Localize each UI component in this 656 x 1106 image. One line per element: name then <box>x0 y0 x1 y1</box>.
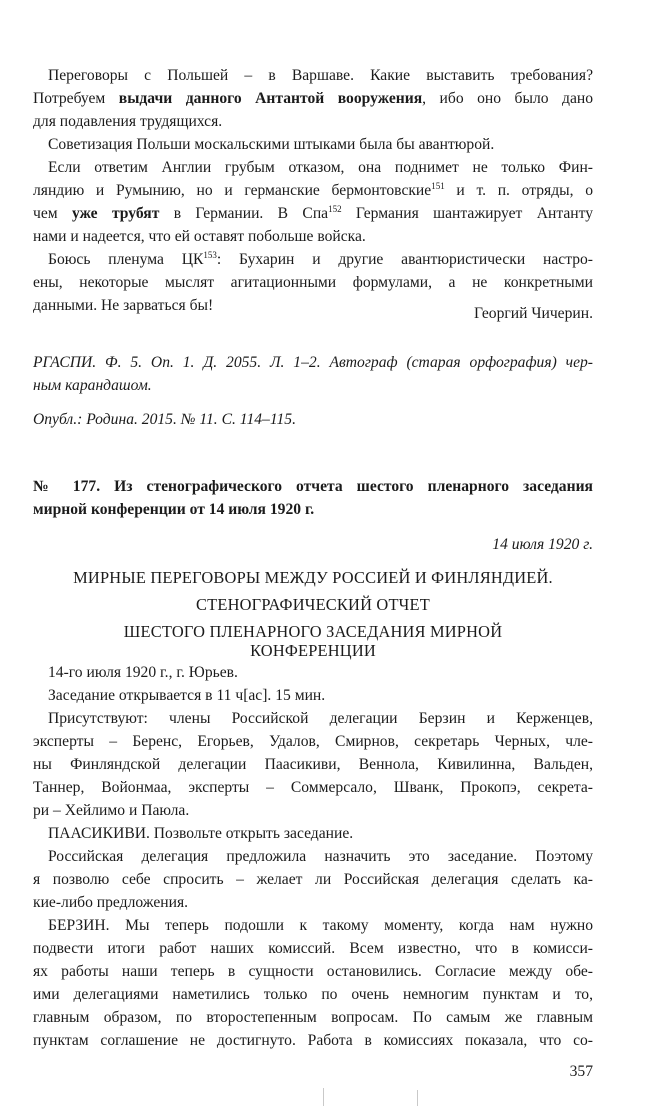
document-heading: № 177. Из стенографического отчета шестого пленарного заседания <box>33 478 593 495</box>
letter-line: Потребуем выдачи данного Антантой вооружения, ибо оно было дано <box>33 90 594 107</box>
body-line: ими делегациями наметились только по очень немногим пунктам и то, <box>33 986 593 1003</box>
publication-ref: Опубл.: Родина. 2015. № 11. С. 114–115. <box>33 411 296 428</box>
body-line: Заседание открывается в 11 ч[ас]. 15 мин. <box>48 687 326 704</box>
letter-line: ляндию и Румынию, но и германские бермонтовские$^{151}$ и т. п. отряды, о <box>33 181 593 199</box>
body-line: Таннер, Войонмаа, эксперты – Соммерсало, Шванк, Прокопэ, секрета- <box>33 779 593 796</box>
body-line: ны Финляндской делегации Паасикиви, Веннола, Кивилинна, Вальден, <box>33 756 593 773</box>
report-title: КОНФЕРЕНЦИИ <box>250 641 376 660</box>
body-line: Российская делегация предложила назначить это заседание. Поэтому <box>48 848 593 865</box>
report-title: СТЕНОГРАФИЧЕСКИЙ ОТЧЕТ <box>196 595 430 614</box>
report-title: МИРНЫЕ ПЕРЕГОВОРЫ МЕЖДУ РОССИЕЙ И ФИНЛЯНДИЕЙ. <box>73 568 553 587</box>
letter-line: Боюсь пленума ЦК$^{153}$: Бухарин и другие авантюристически настро- <box>48 250 593 268</box>
document-heading: мирной конференции от 14 июля 1920 г. <box>33 501 315 518</box>
body-line: эксперты – Беренс, Егорьев, Удалов, Смирнов, секретарь Черных, чле- <box>33 733 593 750</box>
letter-line: данными. Не зарваться бы! <box>33 297 214 314</box>
document-date: 14 июля 1920 г. <box>492 536 593 553</box>
bold-emphasis: уже трубят <box>71 205 160 222</box>
scan-artifact <box>417 1090 418 1106</box>
footnote-ref: 153 <box>203 250 217 260</box>
letter-line: Советизация Польши москальскими штыками была бы авантюрой. <box>48 136 495 153</box>
page-number: 357 <box>569 1063 593 1080</box>
body-line: ри – Хейлимо и Паюла. <box>33 802 190 819</box>
letter-line: Переговоры с Польшей – в Варшаве. Какие выставить требования? <box>48 67 593 84</box>
body-line: подвести итоги работ наших комиссий. Всем известно, что в комисси- <box>33 940 593 957</box>
archive-source: ным карандашом. <box>33 377 152 394</box>
archive-source: РГАСПИ. Ф. 5. Оп. 1. Д. 2055. Л. 1–2. Автограф (старая орфография) чер- <box>33 354 593 371</box>
body-line: ях работы наши теперь в сущности остановились. Согласие между обе- <box>33 963 593 980</box>
body-line: кие-либо предложения. <box>33 894 189 911</box>
body-line: я позволю себе спросить – желает ли Российская делегация сделать ка- <box>33 871 593 888</box>
letter-line: чем уже трубят в Германии. В Спа$^{152}$ Германия шантажирует Антанту <box>33 204 593 222</box>
scan-artifact <box>323 1088 324 1106</box>
body-line: БЕРЗИН. Мы теперь подошли к такому моменту, когда нам нужно <box>48 917 593 934</box>
body-line: пунктам соглашение не достигнуто. Работа в комиссиях показала, что со- <box>33 1032 593 1049</box>
letter-line: ены, некоторые мыслят агитационными формулами, а не конкретными <box>33 274 593 291</box>
body-line: Присутствуют: члены Российской делегации Берзин и Керженцев, <box>48 710 593 727</box>
report-title: ШЕСТОГО ПЛЕНАРНОГО ЗАСЕДАНИЯ МИРНОЙ <box>123 622 503 641</box>
bold-emphasis: выдачи данного Антантой вооружения <box>118 90 423 107</box>
footnote-ref: 152 <box>328 204 342 214</box>
footnote-ref: 151 <box>431 181 445 191</box>
body-line: ПААСИКИВИ. Позвольте открыть заседание. <box>48 825 354 842</box>
letter-line: Если ответим Англии грубым отказом, она поднимет не только Фин- <box>48 159 593 176</box>
letter-line: нами и надеется, что ей оставят побольше войска. <box>33 228 366 245</box>
body-line: главным образом, по второстепенным вопросам. По самым же главным <box>33 1009 593 1026</box>
letter-line: для подавления трудящихся. <box>33 113 223 130</box>
signature: Георгий Чичерин. <box>474 305 593 322</box>
body-line: 14-го июля 1920 г., г. Юрьев. <box>48 664 238 681</box>
